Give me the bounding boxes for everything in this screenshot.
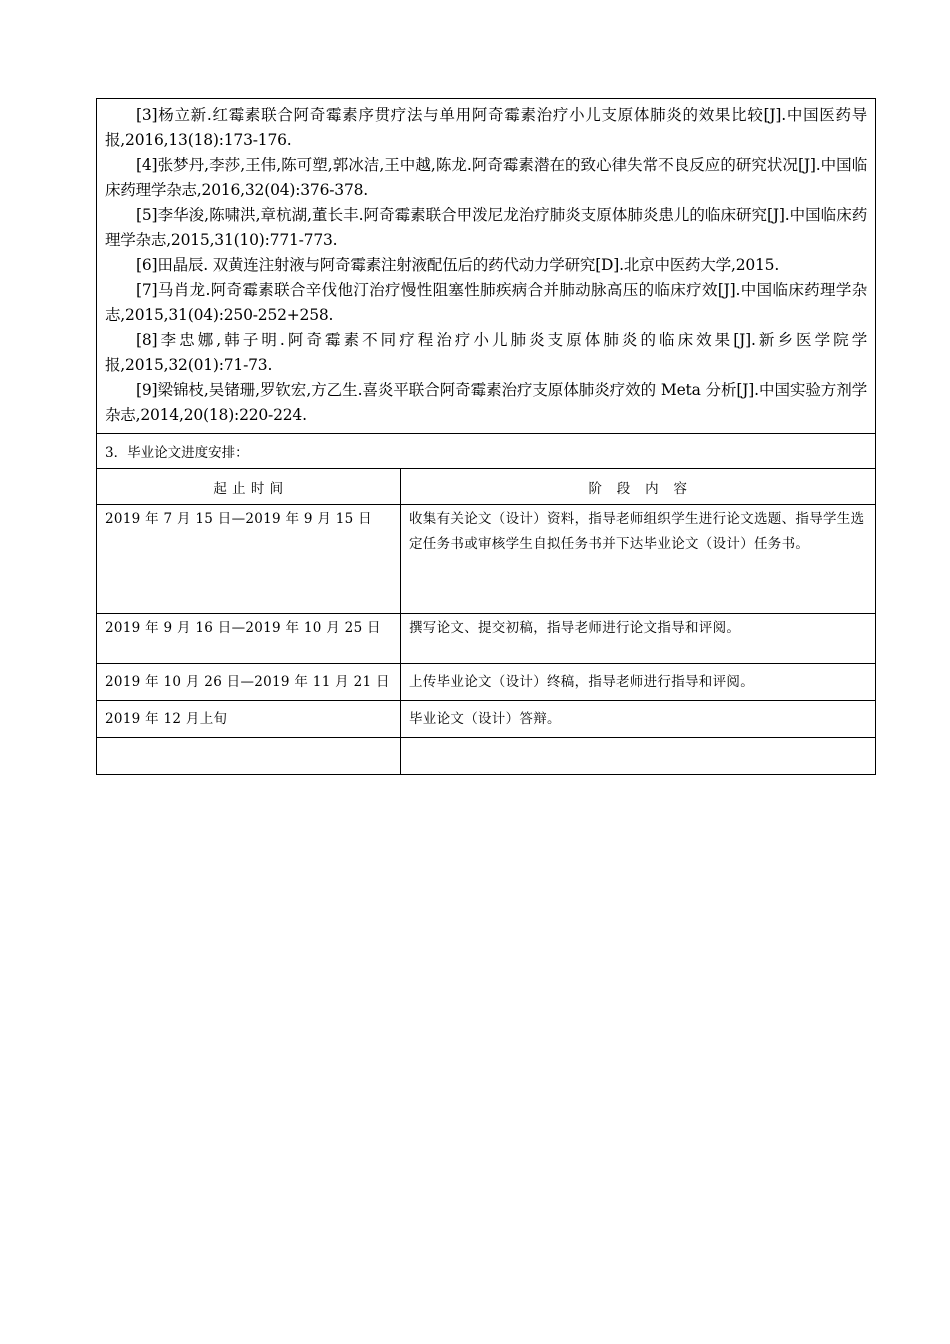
reference-item: [9]梁锦枝,吴锗珊,罗钦宏,方乙生.喜炎平联合阿奇霉素治疗支原体肺炎疗效的 Meta 分析[J].中国实验方剂学杂志,2014,20(18):220-224. [105,381,868,424]
schedule-time-cell: 2019 年 9 月 16 日—2019 年 10 月 25 日 [97,614,401,664]
references-cell [97,99,876,434]
reference-item: [4]张梦丹,李莎,王伟,陈可塑,郭冰洁,王中越,陈龙.阿奇霉素潜在的致心律失常不良反应的研究状况[J].中国临床药理学杂志,2016,32(04):376-378. [105,156,868,199]
schedule-time-cell: 2019 年 7 月 15 日—2019 年 9 月 15 日 [97,505,401,614]
table-row [97,505,876,614]
table-row [97,738,876,775]
header-content [401,469,876,505]
table-row [97,614,876,664]
schedule-header-row [97,469,876,505]
reference-item: [6]田晶辰. 双黄连注射液与阿奇霉素注射液配伍后的药代动力学研究[D].北京中医药大学,2015. [136,256,780,274]
table-row [97,664,876,701]
reference-item: [7]马肖龙.阿奇霉素联合辛伐他汀治疗慢性阻塞性肺疾病合并肺动脉高压的临床疗效[J].中国临床药理学杂志,2015,31(04):250-252+258. [105,281,868,324]
schedule-title-row [97,434,876,469]
schedule-time-cell: 2019 年 12 月上旬 [97,701,401,738]
schedule-content-cell: 上传毕业论文（设计）终稿，指导老师进行指导和评阅。 [401,664,876,701]
schedule-time-cell: 2019 年 10 月 26 日—2019 年 11 月 21 日 [97,664,401,701]
schedule-content-cell: 毕业论文（设计）答辩。 [401,701,876,738]
reference-item: [8]李忠娜,韩子明.阿奇霉素不同疗程治疗小儿肺炎支原体肺炎的临床效果[J].新乡医学院学报,2015,32(01):71-73. [105,331,868,374]
thesis-plan-table [96,98,876,775]
references-row [97,99,876,434]
header-content-label: 阶 段 内 容 [588,480,688,497]
schedule-time-cell [97,738,401,775]
reference-item: [3]杨立新.红霉素联合阿奇霉素序贯疗法与单用阿奇霉素治疗小儿支原体肺炎的效果比较[J].中国医药导报,2016,13(18):173-176. [105,106,868,149]
schedule-section-title: 3．毕业论文进度安排： [97,434,876,469]
header-time [97,469,401,505]
schedule-content-cell: 收集有关论文（设计）资料，指导老师组织学生进行论文选题、指导学生选定任务书或审核学生自拟任务书并下达毕业论文（设计）任务书。 [401,505,876,614]
header-time-label: 起 止 时 间 [213,480,284,497]
schedule-content-cell [401,738,876,775]
schedule-content-cell: 撰写论文、提交初稿，指导老师进行论文指导和评阅。 [401,614,876,664]
table-row [97,701,876,738]
reference-item: [5]李华浚,陈啸洪,章杭湖,董长丰.阿奇霉素联合甲泼尼龙治疗肺炎支原体肺炎患儿的临床研究[J].中国临床药理学杂志,2015,31(10):771-773. [105,206,868,249]
